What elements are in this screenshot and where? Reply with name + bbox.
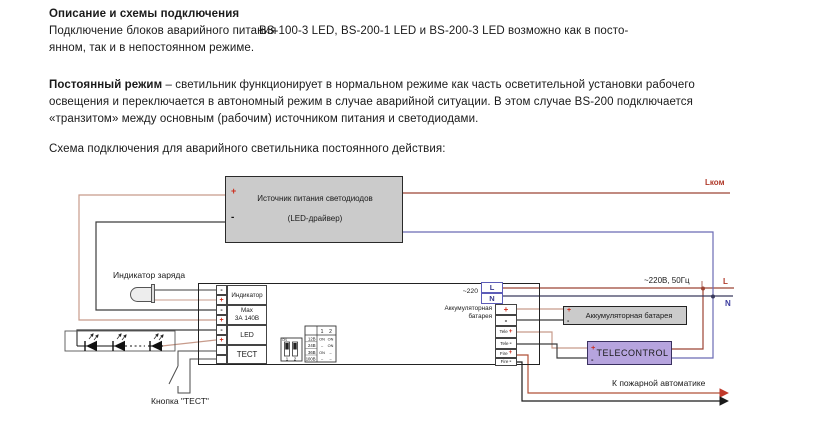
table-cell: ON xyxy=(327,344,334,349)
paragraph3: Схема подключения для аварийного светильника постоянного действия: xyxy=(49,143,446,155)
minus-sign: - xyxy=(220,286,223,294)
terminal-led-minus xyxy=(216,325,227,335)
label-indicator: Индикатор xyxy=(227,285,267,305)
dip-on-label: ON xyxy=(282,338,287,343)
table-row-label: 100В xyxy=(305,356,316,362)
driver-minus-terminal: - xyxy=(231,212,235,223)
led-diode-icon xyxy=(113,334,126,351)
terminal-max-plus xyxy=(216,315,227,325)
terminal-n xyxy=(481,293,503,304)
paragraph1-line2: янном, так и в непостоянном режиме. xyxy=(49,42,255,54)
terminal-led-plus xyxy=(216,335,227,345)
terminal-indicator-plus xyxy=(216,295,227,305)
label-battery-internal xyxy=(418,305,492,321)
battery-plus: + xyxy=(567,307,572,314)
terminal-test-1 xyxy=(216,345,227,355)
minus-sign: - xyxy=(504,316,508,325)
label-battery-line2: батарея xyxy=(468,313,492,320)
label-220: ~220 xyxy=(462,288,478,295)
table-header-1: 1 xyxy=(320,329,324,335)
driver-label-line1: Источник питания светодиодов xyxy=(257,194,373,203)
dip-switch-1-label: 1 xyxy=(285,356,289,362)
label-max-line1: Max xyxy=(241,307,253,314)
telecontrol-plus: + xyxy=(591,343,596,352)
table-row-label: 12В xyxy=(308,336,316,342)
table-cell: – xyxy=(320,357,324,362)
plus-sign: + xyxy=(508,328,513,336)
terminal-fire-plus xyxy=(495,349,517,358)
charge-indicator-led-flange xyxy=(151,284,155,303)
fire-automation-label: К пожарной автоматике xyxy=(612,378,706,388)
terminal-tele-plus xyxy=(495,326,517,338)
plus-sign: + xyxy=(219,316,224,324)
led-diode-icon xyxy=(85,334,98,351)
table-row-label: 36В xyxy=(308,349,316,355)
minus-sign: - xyxy=(509,358,512,365)
lkom-label: Lком xyxy=(705,178,725,187)
battery-box-label: Аккумуляторная батарея xyxy=(585,311,673,320)
paragraph1-line1-left: Подключение блоков аварийного питания xyxy=(49,25,277,37)
terminal-l xyxy=(481,282,503,293)
terminal-battery-plus xyxy=(495,304,517,315)
table-cell: ON xyxy=(327,337,334,342)
doc-title: Описание и схемы подключения xyxy=(49,8,240,20)
table-row-label: 24В xyxy=(308,343,316,349)
led-string xyxy=(65,331,175,351)
label-max-line2: 3А 140В xyxy=(234,315,260,322)
terminal-max-minus xyxy=(216,305,227,315)
minus-sign: - xyxy=(220,306,223,314)
junction-dot-n xyxy=(711,295,715,299)
telecontrol-box xyxy=(587,341,672,365)
led-driver-box xyxy=(225,176,403,243)
terminal-battery-minus xyxy=(495,315,517,326)
label-max xyxy=(227,305,267,325)
telecontrol-label: TELECONTROL xyxy=(596,348,669,358)
minus-sign: - xyxy=(509,339,512,347)
terminal-indicator-minus xyxy=(216,285,227,295)
phase-l-label: L xyxy=(723,277,728,286)
driver-plus-terminal: + xyxy=(231,186,237,196)
fire-label: Fire xyxy=(499,350,508,356)
terminal-fire-minus xyxy=(495,358,517,367)
table-cell: – xyxy=(320,344,324,349)
plus-sign: + xyxy=(503,305,509,314)
paragraph2-lead: Постоянный режим xyxy=(49,79,163,91)
table-cell: – xyxy=(329,350,332,355)
plus-sign: + xyxy=(219,296,224,304)
battery-minus: - xyxy=(567,318,570,325)
plus-sign: + xyxy=(219,336,224,344)
mains-voltage-label: ~220В, 50Гц xyxy=(644,276,690,285)
paragraph2-line2: освещения и переключается в автономный режим в случае аварийной ситуации. В этом случае BS-200 подключается xyxy=(49,96,693,108)
l-letter: L xyxy=(489,283,495,292)
minus-sign: - xyxy=(220,326,223,334)
label-battery-line1: Аккумуляторная xyxy=(444,305,492,312)
table-cell: ON xyxy=(319,337,325,342)
paragraph2-line3: «транзитом» между основным (рабочим) источником питания и светодиодами. xyxy=(49,113,479,125)
plus-sign: + xyxy=(508,350,513,357)
junction-dot-l xyxy=(701,287,705,291)
n-letter: N xyxy=(489,294,495,303)
terminal-tele-minus xyxy=(495,338,517,350)
table-cell: ON xyxy=(319,350,325,355)
dip-switch-2-label: 2 xyxy=(293,356,297,362)
paragraph2-line1-rest: – светильник функционирует в нормальном режиме как часть осветительной установки рабочего xyxy=(162,79,695,91)
label-test: ТЕСТ xyxy=(227,345,267,364)
telecontrol-minus: - xyxy=(591,355,594,364)
battery-box xyxy=(563,306,687,325)
tele-label: Tele xyxy=(500,340,509,346)
driver-label-line2: (LED-драйвер) xyxy=(287,214,343,223)
table-cell: – xyxy=(329,357,332,362)
tele-label: Tele xyxy=(499,329,508,335)
table-header-2: 2 xyxy=(329,329,332,335)
label-led: LED xyxy=(227,325,267,345)
paragraph1-line1-right: BS-100-3 LED, BS-200-1 LED и BS-200-3 LED возможно как в посто- xyxy=(259,25,629,37)
led-diode-icon xyxy=(150,334,163,351)
charge-indicator-label: Индикатор заряда xyxy=(113,270,186,280)
fire-label: Fire xyxy=(500,359,509,365)
neutral-n-label: N xyxy=(725,299,731,308)
terminal-test-2 xyxy=(216,355,227,365)
test-button-label: Кнопка "ТЕСТ" xyxy=(151,396,209,406)
